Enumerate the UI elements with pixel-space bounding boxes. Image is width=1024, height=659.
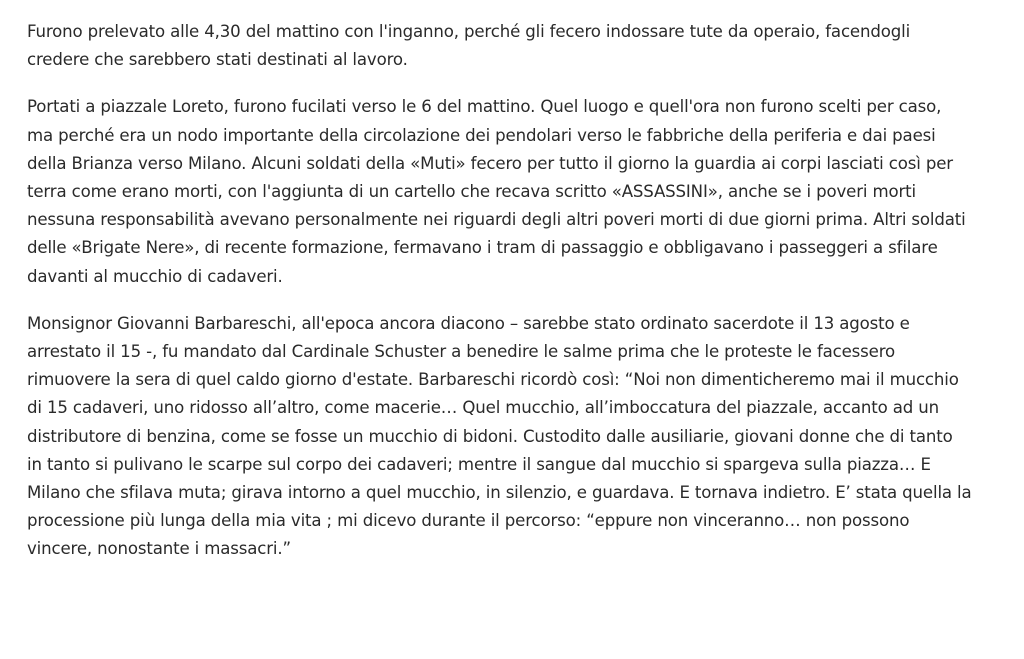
paragraph-piazzale-loreto: Portati a piazzale Loreto, furono fucilati verso le 6 del mattino. Quel luogo e quell'ora non furono scelti per caso, ma perché era un nodo importante della circolazione dei pendolari verso le fabbriche della periferia e dai paesi della Brianza verso Milano. Alcuni soldati della «Muti» fecero per tutto il giorno la guardia ai corpi lasciati così per terra come erano morti, con l'aggiunta di un cartello che recava scritto «ASSASSINI», anche se i poveri morti nessuna responsabilità avevano personalmente nei riguardi degli altri poveri morti di due giorni prima. Altri soldati delle «Brigate Nere», di recente formazione, fermavano i tram di passaggio e obbligavano i passeggeri a sfilare davanti al mucchio di cadaveri.	[27, 97, 966, 286]
paragraph-barbareschi: Monsignor Giovanni Barbareschi, all'epoca ancora diacono – sarebbe stato ordinato sacerdote il 13 agosto e arrestato il 15 -, fu mandato dal Cardinale Schuster a benedire le salme prima che le proteste le facessero rimuovere la sera di quel caldo giorno d'estate. Barbareschi ricordò così: “Noi non dimenticheremo mai il mucchio di 15 cadaveri, uno ridosso all’altro, come macerie… Quel mucchio, all’imboccatura del piazzale, accanto ad un distributore di benzina, come se fosse un mucchio di bidoni. Custodito dalle ausiliarie, giovani donne che di tanto in tanto si pulivano le scarpe sul corpo dei cadaveri; mentre il sangue dal mucchio si spargeva sulla piazza… E Milano che sfilava muta; girava intorno a quel mucchio, in silenzio, e guardava. E tornava indietro. E’ stata quella la processione più lunga della mia vita ; mi dicevo durante il percorso: “eppure non vinceranno… non possono vincere, nonostante i massacri.”	[27, 313, 972, 559]
article-body	[27, 18, 972, 583]
paragraph-prelevamento: Furono prelevato alle 4,30 del mattino con l'inganno, perché gli fecero indossare tute da operaio, facendogli credere che sarebbero stati destinati al lavoro.	[27, 22, 911, 70]
